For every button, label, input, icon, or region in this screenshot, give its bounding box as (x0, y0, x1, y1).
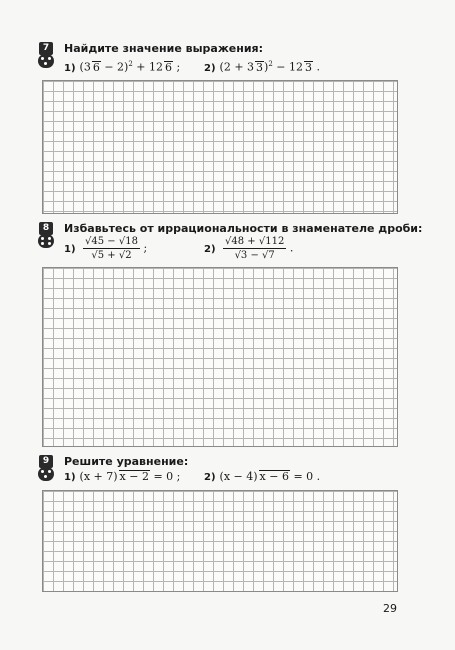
task-number: 9 (39, 455, 53, 468)
task-number: 8 (39, 222, 53, 235)
task-title: Решите уравнение: (64, 455, 189, 468)
fraction: $\frac{√45 - √18}{√5 + √2}$ (85, 236, 138, 261)
dice-icon (38, 467, 54, 481)
item-2: 2) (x − 4) x − 6 = 0 . (204, 470, 321, 483)
task-number-badge (38, 42, 54, 70)
answer-grid-7[interactable] (42, 80, 398, 214)
answer-grid-8[interactable] (42, 267, 398, 447)
item-2: 2) $\frac{√48 + √112}{√3 - √7}$ . (204, 236, 294, 261)
task-number-badge (38, 222, 54, 250)
item-1: 1) (3 6 − 2)$^2$ + 12 6 ; (64, 60, 181, 74)
item-1: 1) $\frac{√45 - √18}{√5 + √2}$ ; (64, 236, 148, 261)
dice-icon (38, 234, 54, 248)
fraction: $\frac{√48 + √112}{√3 - √7}$ (225, 236, 285, 261)
item-1: 1) (x + 7) x − 2 = 0 ; (64, 470, 181, 483)
answer-grid-9[interactable] (42, 490, 398, 592)
dice-icon (38, 54, 54, 68)
task-title: Избавьтесь от иррациональности в знаменателе дроби: (64, 222, 423, 235)
task-number: 7 (39, 42, 53, 55)
task-number-badge (38, 455, 54, 483)
item-2: 2) (2 + 3 3)$^2$ − 12 3 . (204, 60, 321, 74)
task-title: Найдите значение выражения: (64, 42, 263, 55)
page-number: 29 (383, 602, 397, 615)
